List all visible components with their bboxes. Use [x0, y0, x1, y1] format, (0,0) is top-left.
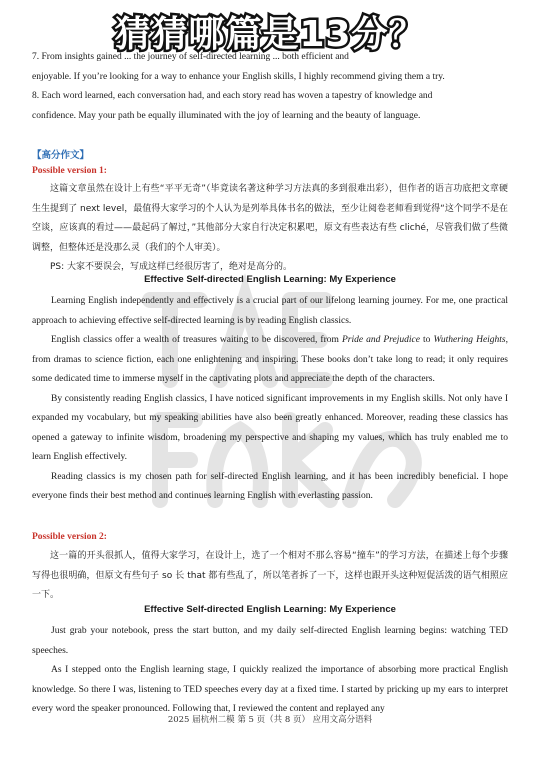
- version-1-comment: [32, 180, 508, 278]
- essay-2-title: Effective Self-directed English Learning: My Experience: [144, 604, 396, 615]
- essay-paragraph: Learning English independently and effectively is a crucial part of our lifelong learning journey. For me, one practical approach to achieving effective self-directed learning is by reading English classics.: [32, 296, 508, 326]
- comment-text: 这一篇的开头很抓人，值得大家学习，在设计上，选了一个相对不那么容易“撞车”的学习方法，在描述上每个步骤写得也很明确，但原文有些句子 so 长 that 都有些乱了，所以笔者拆了一下，这样也跟开头这种短促活泼的语气相照应一下。: [32, 551, 508, 600]
- essay-paragraph: Reading classics is my chosen path for self-directed English learning, and it has been incredibly beneficial. I hope everyone finds their best method and continues learning English with everlasting passion.: [32, 471, 508, 501]
- ps-note: PS: 大家不要误会，写成这样已经很厉害了，绝对是高分的。: [50, 262, 293, 272]
- paragraph-text: to: [419, 335, 434, 345]
- paragraph-text: English classics offer a wealth of treasures waiting to be discovered, from: [51, 335, 342, 345]
- book-title: Wuthering Heights: [433, 335, 506, 345]
- intro-line: 8. Each word learned, each conversation had, and each story read has woven a tapestry of knowledge and: [32, 91, 433, 101]
- intro-section: [32, 48, 508, 126]
- essay-paragraph: By consistently reading English classics, I have noticed significant improvements in my English skills. Not only have I expanded my vocabulary, but my speaking abilities have also been greatly enhanced. Moreover, reading these classics has opened a gateway to infinite wisdom, broadening my perspective and shaping my values, which has truly enabled me to learn English effectively.: [32, 393, 508, 462]
- version-1-label: Possible version 1:: [32, 166, 107, 176]
- intro-line: confidence. May your path be equally illuminated with the joy of learning and the beauty of language.: [32, 110, 421, 121]
- book-title: Pride and Prejudice: [341, 335, 420, 345]
- comment-text: 这篇文章虽然在设计上有些“平平无奇”（毕竟读名著这种学习方法真的多到很难出彩），但作者的语言功底把文章硬生生提到了 next level，最值得大家学习的个人认为是列举具体书名的做法，至少让阅卷老师看到觉得“这个同学不是在空谈，应该真的看过——最起码了解过，”其他部分大家自行决定积累吧，原文有些表达有些 cliché，尽管我们做了些微调整，但整体还是没那么灵（我们的个人审美）。: [32, 184, 508, 253]
- essay-2-body: [32, 622, 508, 720]
- section-heading: 【高分作文】: [32, 150, 90, 161]
- page-banner: 猜猜哪篇是13分？: [114, 14, 426, 55]
- paragraph-text: , from dramas to science fiction, each one enlightening and inspiring. These books don’t take long to read; it only requires some dedicated time to immerse myself in the captivating plots and appreciate the depth of the characters.: [32, 335, 509, 384]
- essay-paragraph: Just grab your notebook, press the start button, and my daily self-directed English learning begins: watching TED speeches.: [32, 626, 508, 656]
- essay-1-body: [32, 292, 508, 507]
- essay-1-title: Effective Self-directed English Learning: My Experience: [144, 274, 396, 285]
- essay-paragraph: As I stepped onto the English learning stage, I quickly realized the importance of absorbing more practical English knowledge. So there I was, listening to TED speeches every day at a fixed time. I started by pricking up my ears to interpret every word the speaker pronounced. Following that, I reviewed the content and replayed any: [32, 665, 508, 714]
- essay-paragraph: [32, 331, 508, 390]
- intro-line: enjoyable. If you’re looking for a way to enhance your English skills, I highly recommend giving them a try.: [32, 71, 445, 82]
- page-footer: 2025 届杭州二模 第 5 页（共 8 页） 应用文高分语料: [167, 715, 373, 725]
- version-2-label: Possible version 2:: [32, 532, 107, 542]
- version-2-comment: [32, 547, 508, 606]
- intro-line: 7. From insights gained ... the journey of self-directed learning ... both efficient and: [32, 52, 349, 62]
